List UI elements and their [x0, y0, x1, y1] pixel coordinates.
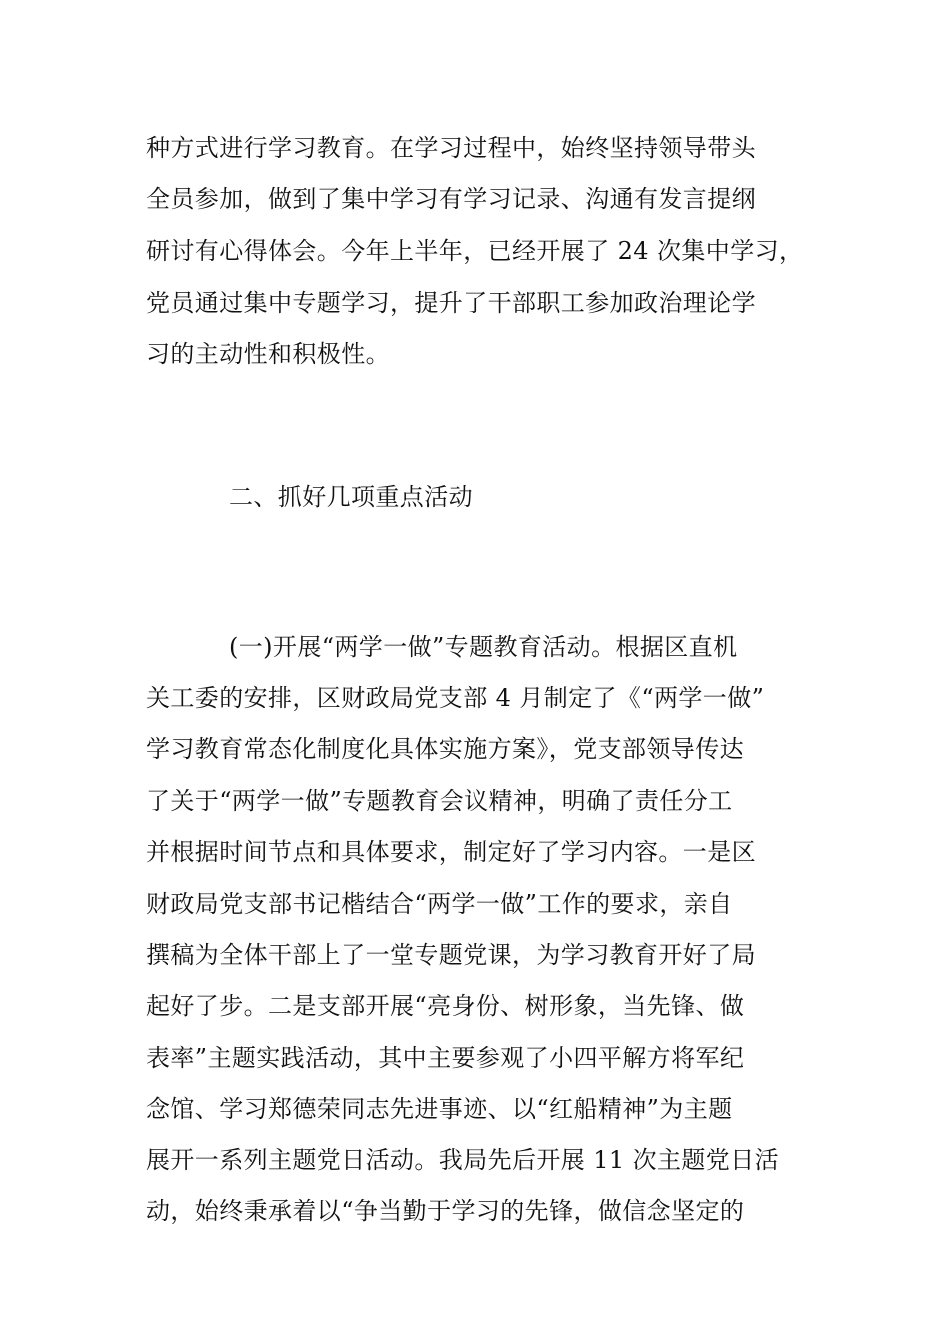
- paragraph-2-line-3: 学习教育常态化制度化具体实施方案》，党支部领导传达: [146, 735, 744, 763]
- paragraph-2-line-9: 表率”主题实践活动，其中主要参观了小四平解方将军纪: [146, 1044, 745, 1072]
- section-heading: 二、抓好几项重点活动: [229, 483, 473, 511]
- paragraph-2-line-2: 关工委的安排，区财政局党支部 4 月制定了《“两学一做”: [146, 684, 765, 712]
- paragraph-1-line-1: 种方式进行学习教育。在学习过程中，始终坚持领导带头: [146, 134, 756, 162]
- paragraph-2-line-7: 撰稿为全体干部上了一堂专题党课，为学习教育开好了局: [146, 941, 756, 969]
- paragraph-2-line-11: 展开一系列主题党日活动。我局先后开展 11 次主题党日活: [146, 1146, 779, 1174]
- paragraph-2-line-8: 起好了步。二是支部开展“亮身份、树形象，当先锋、做: [146, 992, 745, 1020]
- paragraph-2-line-4: 了关于“两学一做”专题教育会议精神，明确了责任分工: [146, 787, 733, 815]
- paragraph-1-line-5: 习的主动性和积极性。: [146, 340, 390, 368]
- paragraph-1-line-4: 党员通过集中专题学习，提升了干部职工参加政治理论学: [146, 289, 756, 317]
- paragraph-1-line-2: 全员参加，做到了集中学习有学习记录、沟通有发言提纲: [146, 185, 756, 213]
- paragraph-2-line-1: (一)开展“两学一做”专题教育活动。根据区直机: [229, 633, 738, 661]
- paragraph-2-line-10: 念馆、学习郑德荣同志先进事迹、以“红船精神”为主题: [146, 1095, 733, 1123]
- paragraph-2-line-6: 财政局党支部书记楷结合“两学一做”工作的要求，亲自: [146, 890, 733, 918]
- paragraph-1-line-3: 研讨有心得体会。今年上半年，已经开展了 24 次集中学习，: [146, 237, 804, 265]
- paragraph-2-line-5: 并根据时间节点和具体要求，制定好了学习内容。一是区: [146, 838, 756, 866]
- paragraph-2-line-12: 动，始终秉承着以“争当勤于学习的先锋，做信念坚定的: [146, 1197, 745, 1225]
